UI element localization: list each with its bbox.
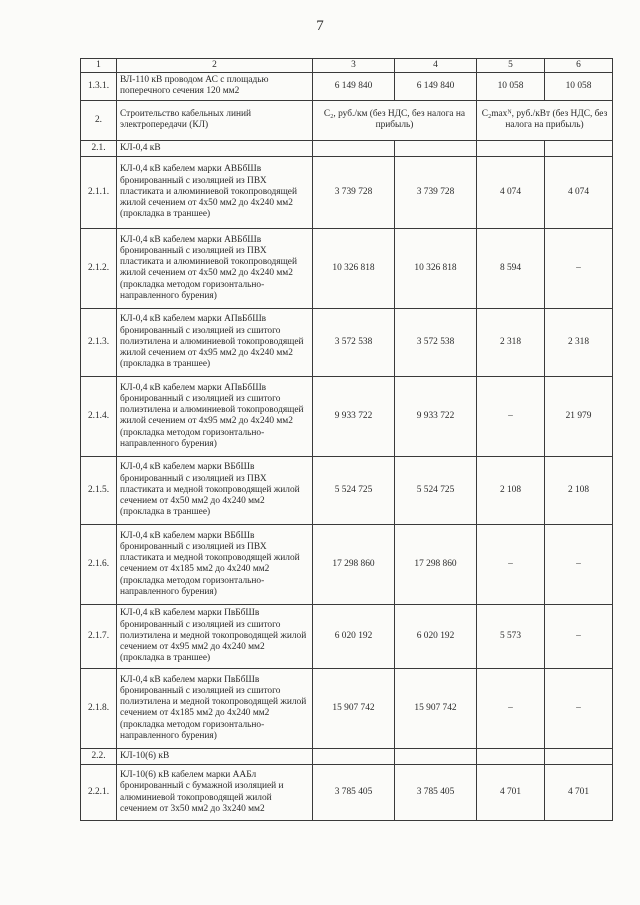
column-number-2: 2 (117, 59, 313, 73)
row-description: КЛ-10(6) кВ кабелем марки ААБл бронированный с бумажной изоляцией и алюминиевой токопроводящей жилой сечением от 3х50 мм2 до 3х240 мм2 (117, 765, 313, 821)
value-col-6: 21 979 (545, 376, 613, 456)
row-number: 2.1.3. (81, 308, 117, 376)
value-col-6: 4 074 (545, 156, 613, 228)
value-col-5: 8 594 (477, 228, 545, 308)
value-col-5: 4 074 (477, 156, 545, 228)
section-title: КЛ-0,4 кВ (117, 140, 313, 156)
column-number-6: 6 (545, 59, 613, 73)
value-col-6: 2 108 (545, 456, 613, 524)
row-description: КЛ-0,4 кВ кабелем марки ВБбШв бронированный с изоляцией из ПВХ пластиката и медной токопроводящей жилой сечением от 4х50 мм2 до 4х240 мм2 (прокладка в траншее) (117, 456, 313, 524)
row-description: КЛ-0,4 кВ кабелем марки АВБбШв бронированный с изоляцией из ПВХ пластиката и алюминиевой токопроводящей жилой сечением от 4х50 мм2 до 4х240 мм2 (прокладка методом горизонтально-направленного бурения) (117, 228, 313, 308)
value-col-5: 2 318 (477, 308, 545, 376)
empty-cell (395, 748, 477, 764)
table-row (81, 228, 613, 308)
row-number: 2.1.1. (81, 156, 117, 228)
value-col-4: 6 149 840 (395, 73, 477, 100)
value-col-4: 3 572 538 (395, 308, 477, 376)
value-col-5: 5 573 (477, 604, 545, 668)
unit-label-cost-per-kw: С₂maxᴺ, руб./кВт (без НДС, без налога на прибыль) (477, 100, 613, 140)
table-row (81, 524, 613, 604)
value-col-6: 4 701 (545, 765, 613, 821)
value-col-6: – (545, 524, 613, 604)
section-number: 2.1. (81, 140, 117, 156)
row-description: КЛ-0,4 кВ кабелем марки ПвБбШв бронированный с изоляцией из сшитого полиэтилена и медной токопроводящей жилой сечением от 4х95 мм2 до 4х240 мм2 (прокладка в траншее) (117, 604, 313, 668)
row-description: КЛ-0,4 кВ кабелем марки АПвБбШв бронированный с изоляцией из сшитого полиэтилена и алюминиевой токопроводящей жилой сечением от 4х95 мм2 до 4х240 мм2 (прокладка методом горизонтально-направленного бурения) (117, 376, 313, 456)
column-number-4: 4 (395, 59, 477, 73)
value-col-5: – (477, 376, 545, 456)
column-number-3: 3 (313, 59, 395, 73)
empty-cell (313, 140, 395, 156)
row-number: 2.2.1. (81, 765, 117, 821)
value-col-5: 10 058 (477, 73, 545, 100)
value-col-5: 4 701 (477, 765, 545, 821)
value-col-4: 10 326 818 (395, 228, 477, 308)
row-description: КЛ-0,4 кВ кабелем марки АВБбШв бронированный с изоляцией из ПВХ пластиката и алюминиевой токопроводящей жилой сечением от 4х50 мм2 до 4х240 мм2 (прокладка в траншее) (117, 156, 313, 228)
table-row (81, 456, 613, 524)
table-row (81, 156, 613, 228)
row-description: КЛ-0,4 кВ кабелем марки АПвБбШв бронированный с изоляцией из сшитого полиэтилена и алюминиевой токопроводящей жилой сечением от 4х95 мм2 до 4х240 мм2 (прокладка в траншее) (117, 308, 313, 376)
section-title: КЛ-10(6) кВ (117, 748, 313, 764)
row-number: 1.3.1. (81, 73, 117, 100)
value-col-3: 17 298 860 (313, 524, 395, 604)
value-col-4: 5 524 725 (395, 456, 477, 524)
row-description: КЛ-0,4 кВ кабелем марки ВБбШв бронированный с изоляцией из ПВХ пластиката и медной токопроводящей жилой сечением от 4х185 мм2 до 4х240 мм2 (прокладка методом горизонтально-направленного бурения) (117, 524, 313, 604)
value-col-3: 6 020 192 (313, 604, 395, 668)
section-number: 2.2. (81, 748, 117, 764)
empty-cell (545, 140, 613, 156)
value-col-6: 2 318 (545, 308, 613, 376)
value-col-4: 9 933 722 (395, 376, 477, 456)
empty-cell (395, 140, 477, 156)
value-col-3: 15 907 742 (313, 668, 395, 748)
row-number: 2.1.8. (81, 668, 117, 748)
column-number-1: 1 (81, 59, 117, 73)
row-number: 2. (81, 100, 117, 140)
value-col-3: 3 739 728 (313, 156, 395, 228)
value-col-3: 6 149 840 (313, 73, 395, 100)
row-description: КЛ-0,4 кВ кабелем марки ПвБбШв бронированный с изоляцией из сшитого полиэтилена и медной токопроводящей жилой сечением от 4х185 мм2 до 4х240 мм2 (прокладка методом горизонтально-направленного бурения) (117, 668, 313, 748)
value-col-4: 15 907 742 (395, 668, 477, 748)
value-col-3: 9 933 722 (313, 376, 395, 456)
section-row (81, 748, 613, 764)
empty-cell (545, 748, 613, 764)
value-col-5: – (477, 668, 545, 748)
rates-table (80, 58, 613, 821)
value-col-3: 10 326 818 (313, 228, 395, 308)
table-row (81, 376, 613, 456)
table-row (81, 73, 613, 100)
empty-cell (477, 140, 545, 156)
unit-header-row (81, 100, 613, 140)
row-description: Строительство кабельных линий электропередачи (КЛ) (117, 100, 313, 140)
section-row (81, 140, 613, 156)
value-col-4: 17 298 860 (395, 524, 477, 604)
column-number-5: 5 (477, 59, 545, 73)
value-col-4: 6 020 192 (395, 604, 477, 668)
value-col-6: – (545, 668, 613, 748)
empty-cell (313, 748, 395, 764)
value-col-5: – (477, 524, 545, 604)
page-number: 7 (316, 18, 324, 34)
value-col-3: 3 785 405 (313, 765, 395, 821)
column-number-row (81, 59, 613, 73)
row-number: 2.1.6. (81, 524, 117, 604)
value-col-5: 2 108 (477, 456, 545, 524)
row-number: 2.1.7. (81, 604, 117, 668)
value-col-6: – (545, 604, 613, 668)
value-col-6: 10 058 (545, 73, 613, 100)
table-row (81, 308, 613, 376)
table-row (81, 668, 613, 748)
empty-cell (477, 748, 545, 764)
value-col-4: 3 785 405 (395, 765, 477, 821)
value-col-3: 3 572 538 (313, 308, 395, 376)
table-row (81, 765, 613, 821)
row-number: 2.1.4. (81, 376, 117, 456)
value-col-6: – (545, 228, 613, 308)
row-number: 2.1.2. (81, 228, 117, 308)
row-number: 2.1.5. (81, 456, 117, 524)
value-col-3: 5 524 725 (313, 456, 395, 524)
value-col-4: 3 739 728 (395, 156, 477, 228)
table-row (81, 604, 613, 668)
unit-label-cost-per-km: С₂, руб./км (без НДС, без налога на прибыль) (313, 100, 477, 140)
row-description: ВЛ-110 кВ проводом АС с площадью поперечного сечения 120 мм2 (117, 73, 313, 100)
